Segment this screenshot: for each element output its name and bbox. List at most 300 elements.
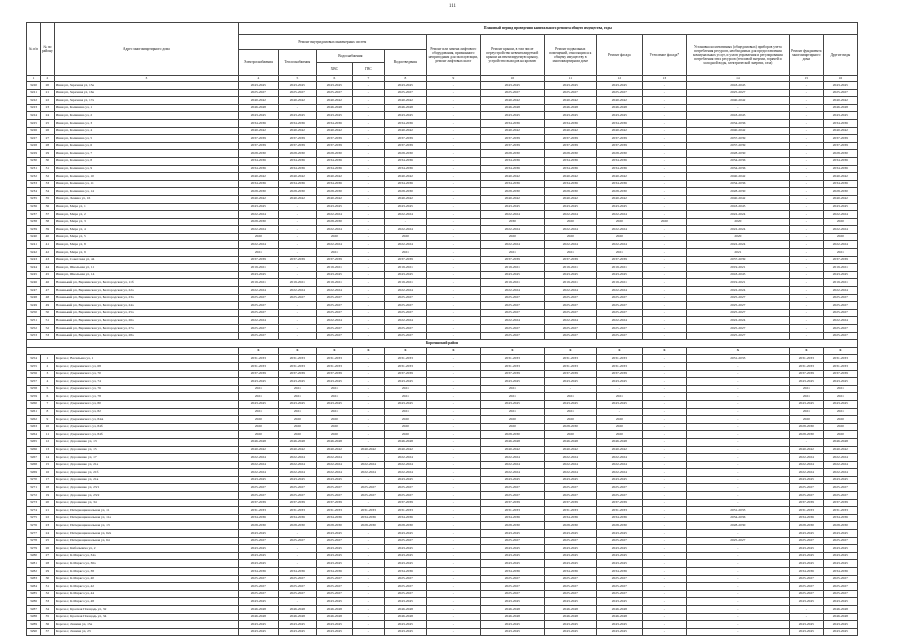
table-cell: - [789, 438, 823, 446]
table-cell: 2043-2045 [278, 112, 316, 120]
table-cell: 2025-2027 [596, 294, 642, 302]
table-cell: 34 [41, 605, 55, 613]
table-cell: 2031-2033 [823, 362, 857, 370]
table-cell: 2021 [480, 393, 544, 401]
table-cell: 2037-2039 [278, 370, 316, 378]
table-cell: 2043-2045 [823, 545, 857, 553]
table-cell: 10 [41, 423, 55, 431]
table-row [27, 226, 858, 234]
table-cell: - [686, 408, 789, 416]
table-row [27, 537, 858, 545]
table-cell: 2046-2048 [384, 104, 426, 112]
table-cell: 2043-2045 [384, 552, 426, 560]
table-cell: 2043-2045 [480, 271, 544, 279]
table-cell: - [352, 127, 384, 135]
table-cell: 3236 [27, 203, 41, 211]
table-cell: 2030 [480, 218, 544, 226]
table-cell: - [789, 211, 823, 219]
table-cell: 2043-2045 [480, 476, 544, 484]
table-cell: 2043-2045 [238, 552, 278, 560]
table-cell: 2021 [238, 385, 278, 393]
address-cell: Ивня рп, Мира ул, 3 [54, 218, 238, 226]
table-cell: 2043-2045 [544, 476, 596, 484]
table-cell: - [642, 476, 686, 484]
table-row [27, 256, 858, 264]
header-gvs: ГВС [352, 63, 384, 76]
table-cell: 53 [41, 332, 55, 340]
table-row [27, 385, 858, 393]
table-cell: 2020 [278, 423, 316, 431]
table-cell: - [642, 355, 686, 363]
table-cell: - [642, 249, 686, 257]
address-cell: Новенький рп, Вержинская ул, Белгородская ул, 24а [54, 302, 238, 310]
table-cell: 2037-2039 [384, 499, 426, 507]
table-cell: - [352, 454, 384, 462]
table-cell: - [426, 423, 480, 431]
table-cell: 2037-2039 [823, 499, 857, 507]
table-cell: 2043-2045 [316, 203, 352, 211]
table-cell: 23 [41, 104, 55, 112]
table-cell: 2022-2024 [352, 469, 384, 477]
table-cell: 2020 [278, 431, 316, 439]
table-cell: 2020 [596, 416, 642, 424]
table-cell: 2021 [278, 408, 316, 416]
table-cell: 3268 [27, 461, 41, 469]
table-cell: 2025-2027 [238, 575, 278, 583]
table-cell: 2034-2036 [823, 568, 857, 576]
table-cell: 2034-2036 [789, 514, 823, 522]
table-cell: 2020 [642, 218, 686, 226]
table-cell: 44 [41, 264, 55, 272]
table-cell: 3287 [27, 605, 41, 613]
table-cell: 2028-2030 [480, 188, 544, 196]
table-cell: - [426, 621, 480, 629]
table-cell: 2020 [480, 423, 544, 431]
table-cell: - [642, 568, 686, 576]
table-cell: 2022-2024 [596, 461, 642, 469]
table-cell: 2022-2024 [238, 287, 278, 295]
table-cell: 2025-2027 [480, 89, 544, 97]
table-cell: - [642, 605, 686, 613]
table-cell: 3290 [27, 628, 41, 636]
table-cell: 2037-2039 [823, 135, 857, 143]
table-cell: 2022-2024 [384, 241, 426, 249]
table-cell: - [642, 157, 686, 165]
table-cell: - [642, 370, 686, 378]
table-cell: 2025-2027 [544, 302, 596, 310]
table-cell: - [642, 400, 686, 408]
table-cell: 2021 [278, 393, 316, 401]
column-number: 10 [480, 76, 544, 82]
table-cell: 2025-2027 [278, 89, 316, 97]
table-cell: 2025-2027 [544, 575, 596, 583]
table-cell: 2028-2030 [238, 150, 278, 158]
table-cell: 2025-2027 [384, 484, 426, 492]
table-cell: - [426, 203, 480, 211]
table-cell: 2025-2027 [596, 325, 642, 333]
table-cell: 27 [41, 135, 55, 143]
table-cell: - [278, 241, 316, 249]
table-cell: 2043-2045 [544, 545, 596, 553]
table-cell: 2034-2036 [544, 514, 596, 522]
table-cell: 2025-2027 [238, 325, 278, 333]
table-cell: - [642, 241, 686, 249]
table-cell: 2022-2024 [544, 461, 596, 469]
table-cell: 2037-2039 [238, 142, 278, 150]
table-cell: 3258 [27, 385, 41, 393]
table-row [27, 195, 858, 203]
table-cell: 35 [41, 195, 55, 203]
table-cell: - [426, 287, 480, 295]
table-cell: 49 [41, 302, 55, 310]
table-cell: 2043-2045 [789, 476, 823, 484]
table-cell: 17 [41, 476, 55, 484]
table-cell: 2025-2027 [316, 332, 352, 340]
table-cell: 2025-2027 [544, 492, 596, 500]
table-cell: 2043-2045 [823, 112, 857, 120]
table-cell: 2043-2045 [278, 378, 316, 386]
table-cell: - [426, 180, 480, 188]
table-cell: 2022-2024 [789, 461, 823, 469]
table-cell: - [789, 317, 823, 325]
table-cell: 3281 [27, 560, 41, 568]
table-cell: 2021 [316, 408, 352, 416]
table-cell: 2043-2045 [823, 82, 857, 90]
table-cell: 2022-2024 [544, 317, 596, 325]
table-cell: 2040-2042 [544, 195, 596, 203]
table-cell: 2022-2024 [823, 241, 857, 249]
table-cell: - [352, 530, 384, 538]
table-cell: 2043-2045 [596, 552, 642, 560]
table-cell: - [352, 218, 384, 226]
table-cell: - [352, 226, 384, 234]
table-cell: 2043-2045 [480, 378, 544, 386]
table-row [27, 507, 858, 515]
table-cell: 2043-2045 [686, 271, 789, 279]
table-cell: 2022-2024 [316, 461, 352, 469]
table-cell: 1 [41, 355, 55, 363]
table-cell: 2020 [686, 233, 789, 241]
table-cell: - [352, 416, 384, 424]
table-cell: - [642, 362, 686, 370]
table-cell: 2037-2039 [544, 370, 596, 378]
address-cell: Короча г, К.Маркса ул, 40 [54, 575, 238, 583]
table-cell: 2021 [480, 249, 544, 257]
table-cell: - [789, 218, 823, 226]
table-cell: - [426, 537, 480, 545]
table-row [27, 454, 858, 462]
table-cell: 2046-2048 [480, 605, 544, 613]
table-cell: 2031-2033 [480, 362, 544, 370]
address-cell: Ивня рп, Советская ул, 44 [54, 256, 238, 264]
table-cell: 2025-2027 [238, 492, 278, 500]
table-cell: 2022-2024 [316, 469, 352, 477]
table-cell: 24 [41, 530, 55, 538]
table-cell: - [426, 400, 480, 408]
table-cell: - [352, 628, 384, 636]
address-cell: Новенький рп, Вержинская ул, Белгородская ул, 28а [54, 332, 238, 340]
table-cell: 2022-2024 [316, 454, 352, 462]
table-cell: 2043-2045 [316, 271, 352, 279]
table-cell: 2040-2042 [384, 97, 426, 105]
table-cell: 2025-2027 [823, 325, 857, 333]
table-cell: - [352, 241, 384, 249]
table-cell: 2028-2030 [238, 188, 278, 196]
table-cell: 2043-2045 [686, 112, 789, 120]
table-cell: 2020 [238, 431, 278, 439]
table-cell: 2022-2024 [596, 469, 642, 477]
table-cell: 2034-2036 [278, 157, 316, 165]
table-cell: - [426, 294, 480, 302]
column-number: 1 [27, 76, 41, 82]
table-cell: 5 [41, 385, 55, 393]
table-cell: 2043-2045 [480, 552, 544, 560]
table-cell: 2034-2036 [686, 157, 789, 165]
table-cell: 2043-2045 [789, 560, 823, 568]
table-cell: 2043-2045 [596, 560, 642, 568]
table-cell: 2037-2039 [238, 370, 278, 378]
table-cell: 2031-2033 [316, 507, 352, 515]
table-cell: - [642, 598, 686, 606]
table-cell: - [686, 400, 789, 408]
table-cell: 2046-2048 [544, 613, 596, 621]
table-cell: 2040-2042 [480, 195, 544, 203]
table-cell: 3285 [27, 590, 41, 598]
column-number: 14 [686, 76, 789, 82]
table-cell: 2025-2027 [823, 309, 857, 317]
table-cell: - [426, 492, 480, 500]
table-cell: 3289 [27, 621, 41, 629]
table-cell: 2025-2027 [278, 583, 316, 591]
table-cell: 2043-2045 [596, 598, 642, 606]
table-cell: 2043-2045 [238, 378, 278, 386]
table-cell: 2020 [823, 416, 857, 424]
table-row [27, 605, 858, 613]
table-row [27, 264, 858, 272]
table-cell: 2025-2027 [789, 537, 823, 545]
table-cell: 3266 [27, 446, 41, 454]
table-cell: 2022-2024 [278, 461, 316, 469]
table-cell: 3274 [27, 507, 41, 515]
address-cell: Короча г, Красная Площадь ул, 32 [54, 605, 238, 613]
table-cell: - [426, 499, 480, 507]
table-cell: 2046-2048 [238, 104, 278, 112]
table-cell: 2025-2027 [480, 332, 544, 340]
table-cell: 2022-2024 [384, 454, 426, 462]
table-cell: 2043-2045 [789, 621, 823, 629]
table-cell: - [642, 226, 686, 234]
table-cell: - [426, 507, 480, 515]
address-cell: Короча г, К.Маркса ул, 48 [54, 598, 238, 606]
table-cell: 3242 [27, 249, 41, 257]
table-cell: 2025-2027 [384, 309, 426, 317]
table-cell: - [642, 188, 686, 196]
table-cell: 2025-2027 [480, 537, 544, 545]
table-cell: 2034-2036 [596, 165, 642, 173]
table-cell: 2025-2027 [316, 302, 352, 310]
table-cell: - [278, 552, 316, 560]
table-cell: 2022-2024 [544, 287, 596, 295]
table-cell: 2025-2027 [596, 332, 642, 340]
table-cell: - [686, 628, 789, 636]
address-cell: Короча г, Дзержинского ул, 68 [54, 362, 238, 370]
table-cell: - [352, 431, 384, 439]
table-cell: 2025-2027 [686, 325, 789, 333]
table-cell: 2046-2048 [316, 613, 352, 621]
table-row [27, 97, 858, 105]
table-row [27, 545, 858, 553]
table-cell: 2040-2042 [823, 127, 857, 135]
table-cell: 2025-2027 [480, 294, 544, 302]
table-cell: 46 [41, 279, 55, 287]
table-cell: - [642, 408, 686, 416]
table-cell: 2040-2042 [238, 173, 278, 181]
table-cell: - [789, 241, 823, 249]
table-cell: 2034-2036 [480, 180, 544, 188]
table-cell: 2034-2036 [686, 165, 789, 173]
table-cell: 2019-2021 [238, 279, 278, 287]
address-cell: Короча г, К.Маркса ул, 42 [54, 583, 238, 591]
section-x-blank [27, 347, 239, 355]
address-cell: Короча г, Дзержинского ул, 84А [54, 416, 238, 424]
table-cell: 2046-2048 [480, 438, 544, 446]
table-cell: 11 [41, 431, 55, 439]
table-cell: 3271 [27, 484, 41, 492]
table-cell: 2025-2027 [823, 583, 857, 591]
table-cell: 2028-2030 [789, 423, 823, 431]
table-cell: - [642, 431, 686, 439]
table-cell: - [426, 590, 480, 598]
table-cell: - [352, 362, 384, 370]
table-cell: 2022-2024 [544, 226, 596, 234]
table-cell: 2025-2027 [480, 484, 544, 492]
table-cell: 2034-2036 [278, 180, 316, 188]
table-cell: 2043-2045 [384, 598, 426, 606]
table-cell: 2025-2027 [352, 492, 384, 500]
x-cell: X [316, 347, 352, 355]
table-cell: 3280 [27, 552, 41, 560]
column-number: 3 [54, 76, 238, 82]
table-cell: 2043-2045 [544, 552, 596, 560]
table-cell: 2037-2039 [823, 142, 857, 150]
table-cell: 2043-2045 [238, 112, 278, 120]
address-cell: Новенький рп, Вержинская ул, Белгородская ул, 22а [54, 287, 238, 295]
table-cell: 2043-2045 [278, 400, 316, 408]
table-cell: 2040-2042 [278, 173, 316, 181]
table-cell: 43 [41, 256, 55, 264]
table-cell: 2037-2039 [544, 135, 596, 143]
table-cell: - [278, 530, 316, 538]
table-cell: 3241 [27, 241, 41, 249]
table-cell: - [426, 211, 480, 219]
table-cell: - [426, 552, 480, 560]
table-cell: 42 [41, 249, 55, 257]
table-cell: 2025-2027 [596, 89, 642, 97]
table-cell: 2025-2027 [384, 89, 426, 97]
table-cell: 2034-2036 [596, 180, 642, 188]
table-cell: - [642, 264, 686, 272]
table-cell: 2037-2039 [686, 135, 789, 143]
table-cell: 2025-2027 [384, 537, 426, 545]
table-cell: 2020 [238, 423, 278, 431]
table-cell: 3249 [27, 302, 41, 310]
table-cell: 2025-2027 [544, 583, 596, 591]
table-row [27, 476, 858, 484]
table-cell: 2025-2027 [823, 89, 857, 97]
address-cell: Короча г, Дорошенко ул, 21в [54, 476, 238, 484]
address-cell: Ивня рп, Мира ул, 9 [54, 249, 238, 257]
table-cell: 2034-2036 [823, 514, 857, 522]
table-cell: 2043-2045 [544, 203, 596, 211]
address-cell: Ивня рп, Заречная ул, 17а [54, 97, 238, 105]
table-cell: - [686, 446, 789, 454]
table-cell: - [642, 127, 686, 135]
table-cell: - [426, 355, 480, 363]
table-cell: - [686, 438, 789, 446]
table-cell: - [642, 492, 686, 500]
table-cell: 2020 [384, 431, 426, 439]
table-cell: - [426, 173, 480, 181]
section-x-row [27, 347, 858, 355]
table-cell: 2021 [544, 393, 596, 401]
table-cell: 2040-2042 [384, 173, 426, 181]
table-row [27, 393, 858, 401]
table-cell: 2025-2027 [686, 537, 789, 545]
table-cell: - [642, 332, 686, 340]
table-cell: 2034-2036 [686, 119, 789, 127]
table-cell: 2040-2042 [238, 195, 278, 203]
table-row [27, 370, 858, 378]
table-cell: 2034-2036 [384, 568, 426, 576]
table-cell: 2046-2048 [596, 613, 642, 621]
table-cell: 2043-2045 [316, 530, 352, 538]
table-cell: 2022-2024 [544, 469, 596, 477]
table-cell: 2019-2021 [480, 279, 544, 287]
table-cell: - [642, 484, 686, 492]
table-cell: 2040-2042 [480, 97, 544, 105]
table-cell: 2043-2045 [316, 628, 352, 636]
table-cell: 2021 [238, 393, 278, 401]
table-row [27, 173, 858, 181]
table-cell: - [352, 545, 384, 553]
table-cell: 2025-2027 [823, 575, 857, 583]
table-cell: 2022-2024 [238, 454, 278, 462]
table-cell: 48 [41, 294, 55, 302]
table-cell: 2025-2027 [823, 484, 857, 492]
table-cell: 2031-2033 [238, 507, 278, 515]
x-cell: X [642, 347, 686, 355]
table-cell: 3 [41, 370, 55, 378]
table-cell: - [642, 302, 686, 310]
table-cell: - [352, 211, 384, 219]
header-no-district: № по району [41, 23, 55, 76]
address-cell: Короча г, К.Маркса ул, 44 [54, 590, 238, 598]
table-cell: 3269 [27, 469, 41, 477]
table-cell: 2040-2042 [789, 446, 823, 454]
column-number: 8 [384, 76, 426, 82]
table-cell: 2043-2045 [596, 378, 642, 386]
table-cell: - [642, 537, 686, 545]
table-cell: 2025-2027 [544, 484, 596, 492]
table-cell: 2025-2027 [596, 302, 642, 310]
table-cell: - [789, 82, 823, 90]
table-row [27, 552, 858, 560]
table-cell: 2025-2027 [316, 492, 352, 500]
table-cell: 3240 [27, 233, 41, 241]
table-cell: - [642, 317, 686, 325]
table-cell: - [642, 165, 686, 173]
table-cell: 2025-2027 [238, 309, 278, 317]
